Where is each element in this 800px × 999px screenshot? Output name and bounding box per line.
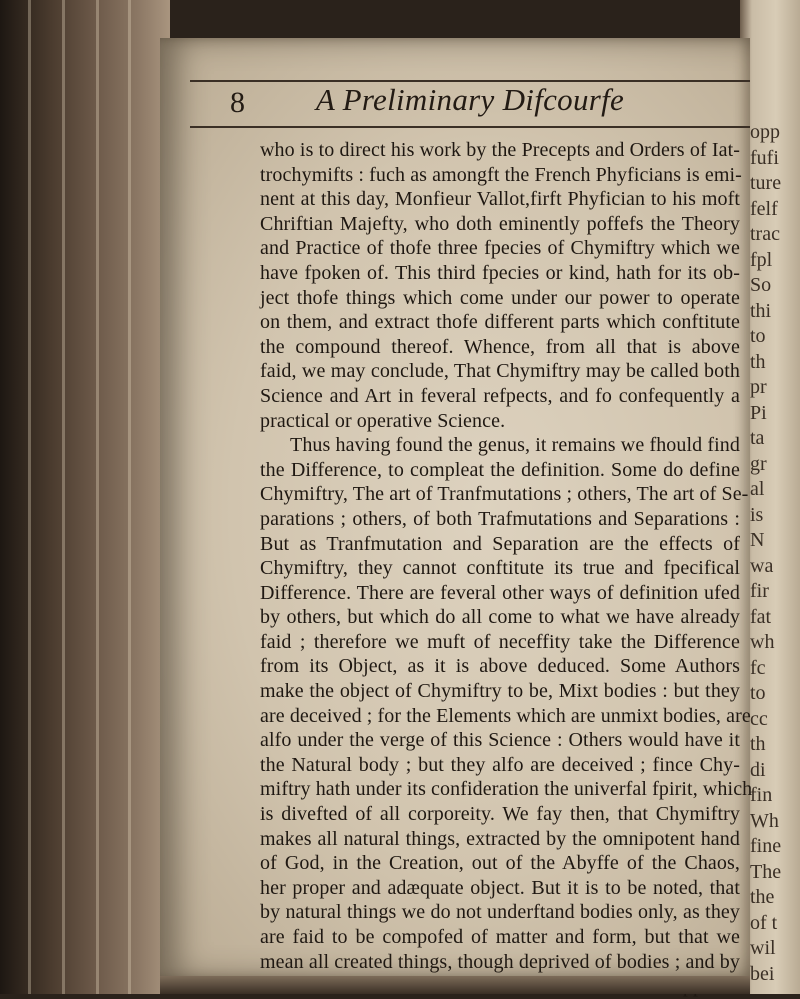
text-line: ject thofe things which come under our power to operate — [260, 286, 740, 309]
text-line: make the object of Chymiftry to be, Mixt bodies : but they — [260, 680, 740, 703]
binding-stripe — [128, 0, 131, 994]
text-line: miftry hath under its confideration the univerfal fpirit, which — [260, 778, 753, 801]
text-line: the Natural body ; but they alfo are deceived ; fince Chy- — [260, 753, 740, 776]
text-line: from its Object, as it is above deduced. Some Authors — [260, 655, 740, 678]
text-line: are faid to be compofed of matter and form, but that we — [260, 926, 740, 948]
text-line: Chymiftry, The art of Tranfmutations ; others, The art of Se- — [260, 483, 749, 506]
facing-page-fragments: opp fufi ture felf trac fpl So thi to th pr Pi ta gr al is N wa fir fat wh fc to cc th di fin Wh fine The the of t wil bei — [750, 121, 782, 985]
text-line: her proper and adæquate object. But it is to be noted, that — [260, 876, 740, 899]
text-line: faid ; therefore we muft of neceffity take the Difference — [260, 630, 740, 653]
text-line: by natural things we do not underftand bodies only, as they — [260, 901, 740, 924]
page-header — [190, 78, 750, 128]
text-line: the compound thereof. Whence, from all that is above — [260, 335, 740, 358]
text-line: Difference. There are feveral other ways of definition ufed — [260, 581, 740, 604]
text-line: of God, in the Creation, out of the Abyffe of the Chaos, — [260, 852, 740, 875]
text-line: Thus having found the genus, it remains we fhould find — [290, 434, 740, 457]
text-line: trochymifts : fuch as amongft the French Phyficians is emi- — [260, 163, 742, 186]
binding-stripe — [62, 0, 65, 994]
text-line: by others, but which do all come to what we have already — [260, 606, 740, 629]
book-binding — [0, 0, 170, 994]
text-line: mean all created things, though deprived of bodies ; and by — [260, 950, 740, 973]
text-line: practical or operative Science. — [260, 409, 506, 432]
text-line: have fpoken of. This third fpecies or kind, hath for its ob- — [260, 261, 740, 284]
book-page — [160, 38, 753, 978]
text-line: the Difference, to compleat the definition. Some do define — [260, 458, 740, 481]
text-line: parations ; others, of both Trafmutations and Separations : — [260, 507, 740, 530]
page-number: 8 — [230, 86, 245, 119]
body-text — [260, 138, 753, 999]
text-line: on them, and extract thofe different parts which conftitute — [260, 311, 740, 334]
text-line: are deceived ; for the Elements which are unmixt bodies, are — [260, 704, 751, 727]
running-head: A Preliminary Difcourfe — [315, 82, 625, 117]
text-line: alfo under the verge of this Science : Others would have it — [260, 729, 740, 752]
text-line: and Practice of thofe three fpecies of Chymiftry which we — [260, 237, 740, 260]
binding-stripe — [28, 0, 31, 994]
text-line: Science and Art in feveral refpects, and fo confequently a — [260, 384, 740, 407]
text-line: nent at this day, Monfieur Vallot,firft Phyfician to his moft — [260, 188, 740, 211]
text-line: makes all natural things, extracted by the omnipotent hand — [260, 827, 740, 850]
text-line: Chriftian Majefty, who doth eminently poffefs the Theory — [260, 212, 740, 235]
page-bottom-edge — [160, 976, 750, 994]
binding-stripe — [96, 0, 99, 994]
text-line: is divefted of all corporeity. We fay then, that Chymiftry — [260, 803, 740, 826]
text-line: who is to direct his work by the Precepts and Orders of Iat- — [260, 139, 740, 161]
text-line: Chymiftry, they cannot conftitute its true and fpecifical — [260, 557, 740, 580]
text-line: faid, we may conclude, That Chymiftry may be called both — [260, 360, 740, 383]
text-line: But as Tranfmutation and Separation are the effects of — [260, 532, 740, 555]
